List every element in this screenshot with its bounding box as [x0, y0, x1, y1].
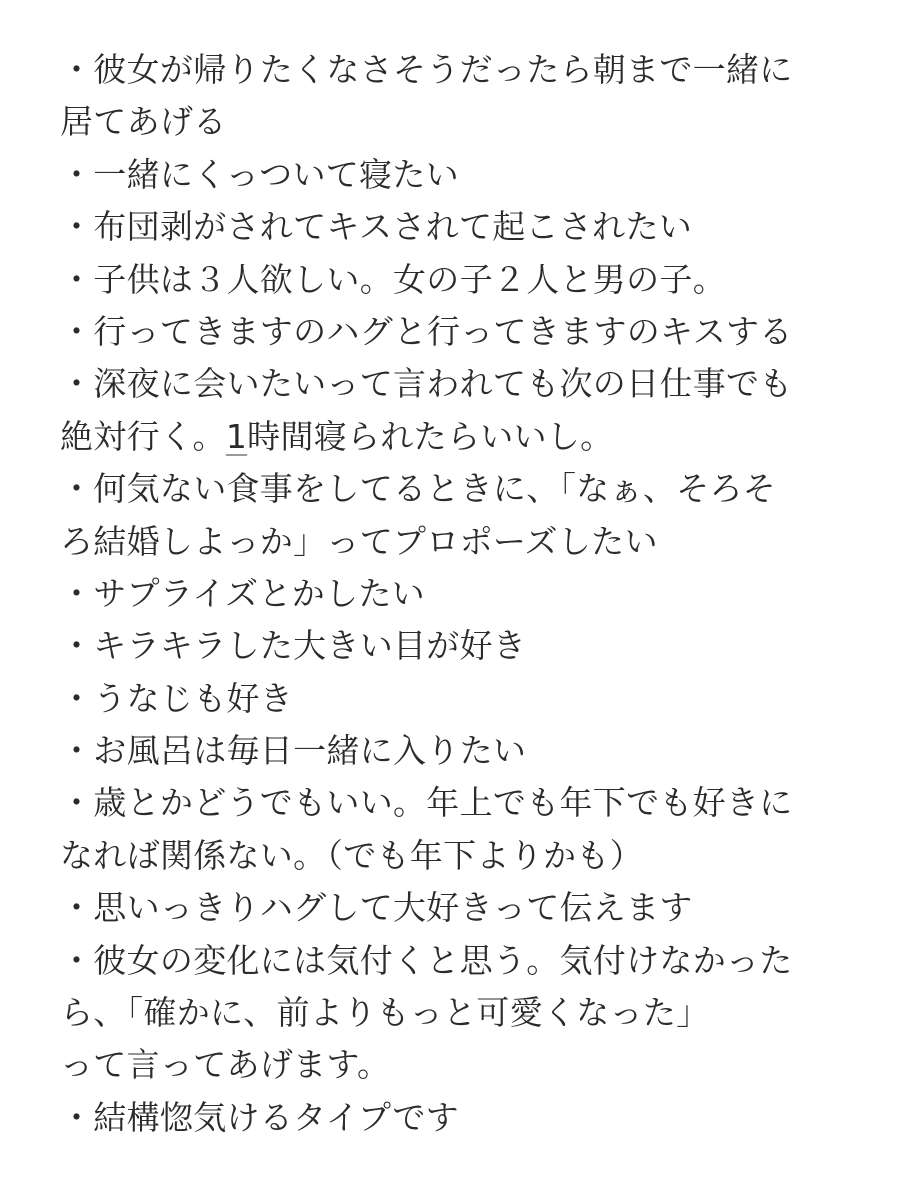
- note-line-text: 絶対行く。: [60, 416, 226, 456]
- note-line: って言ってあげます。: [60, 1045, 391, 1085]
- text-cursor-mark: 1: [225, 416, 248, 456]
- note-line: ・お風呂は毎日一緒に入りたい: [60, 731, 527, 771]
- note-line: なれば関係ない。（でも年下よりかも）: [60, 835, 643, 875]
- note-line: ・キラキラした大きい目が好き: [60, 626, 527, 666]
- note-line: ら、「確かに、前よりもっと可愛くなった」: [60, 993, 710, 1033]
- note-line: ろ結婚しよっか」ってプロポーズしたい: [60, 521, 658, 561]
- note-line-text: 時間寝られたらいいし。: [247, 416, 614, 456]
- note-line: ・歳とかどうでもいい。年上でも年下でも好きに: [60, 783, 793, 823]
- note-line: ・布団剥がされてキスされて起こされたい: [60, 207, 693, 247]
- note-line: ・一緒にくっついて寝たい: [60, 154, 459, 194]
- note-line: ・彼女が帰りたくなさそうだったら朝まで一緒に: [60, 50, 793, 89]
- note-line: ・行ってきますのハグと行ってきますのキスする: [60, 311, 793, 351]
- note-line: ・結構惚気けるタイプです: [60, 1097, 459, 1137]
- note-line: ・うなじも好き: [60, 678, 294, 718]
- note-line: ・彼女の変化には気付くと思う。気付けなかった: [60, 940, 793, 980]
- note-line: ・思いっきりハグして大好きって伝えます: [60, 888, 693, 928]
- note-line: 居てあげる: [60, 102, 227, 142]
- note-line: ・子供は３人欲しい。女の子２人と男の子。: [60, 259, 726, 299]
- note-line: ・何気ない食事をしてるときに、「なぁ、そろそ: [60, 469, 777, 509]
- note-line-with-cursor: [60, 411, 876, 463]
- note-line: ・深夜に会いたいって言われても次の日仕事でも: [60, 364, 793, 404]
- note-body[interactable]: [60, 44, 876, 1144]
- note-line: ・サプライズとかしたい: [60, 573, 425, 613]
